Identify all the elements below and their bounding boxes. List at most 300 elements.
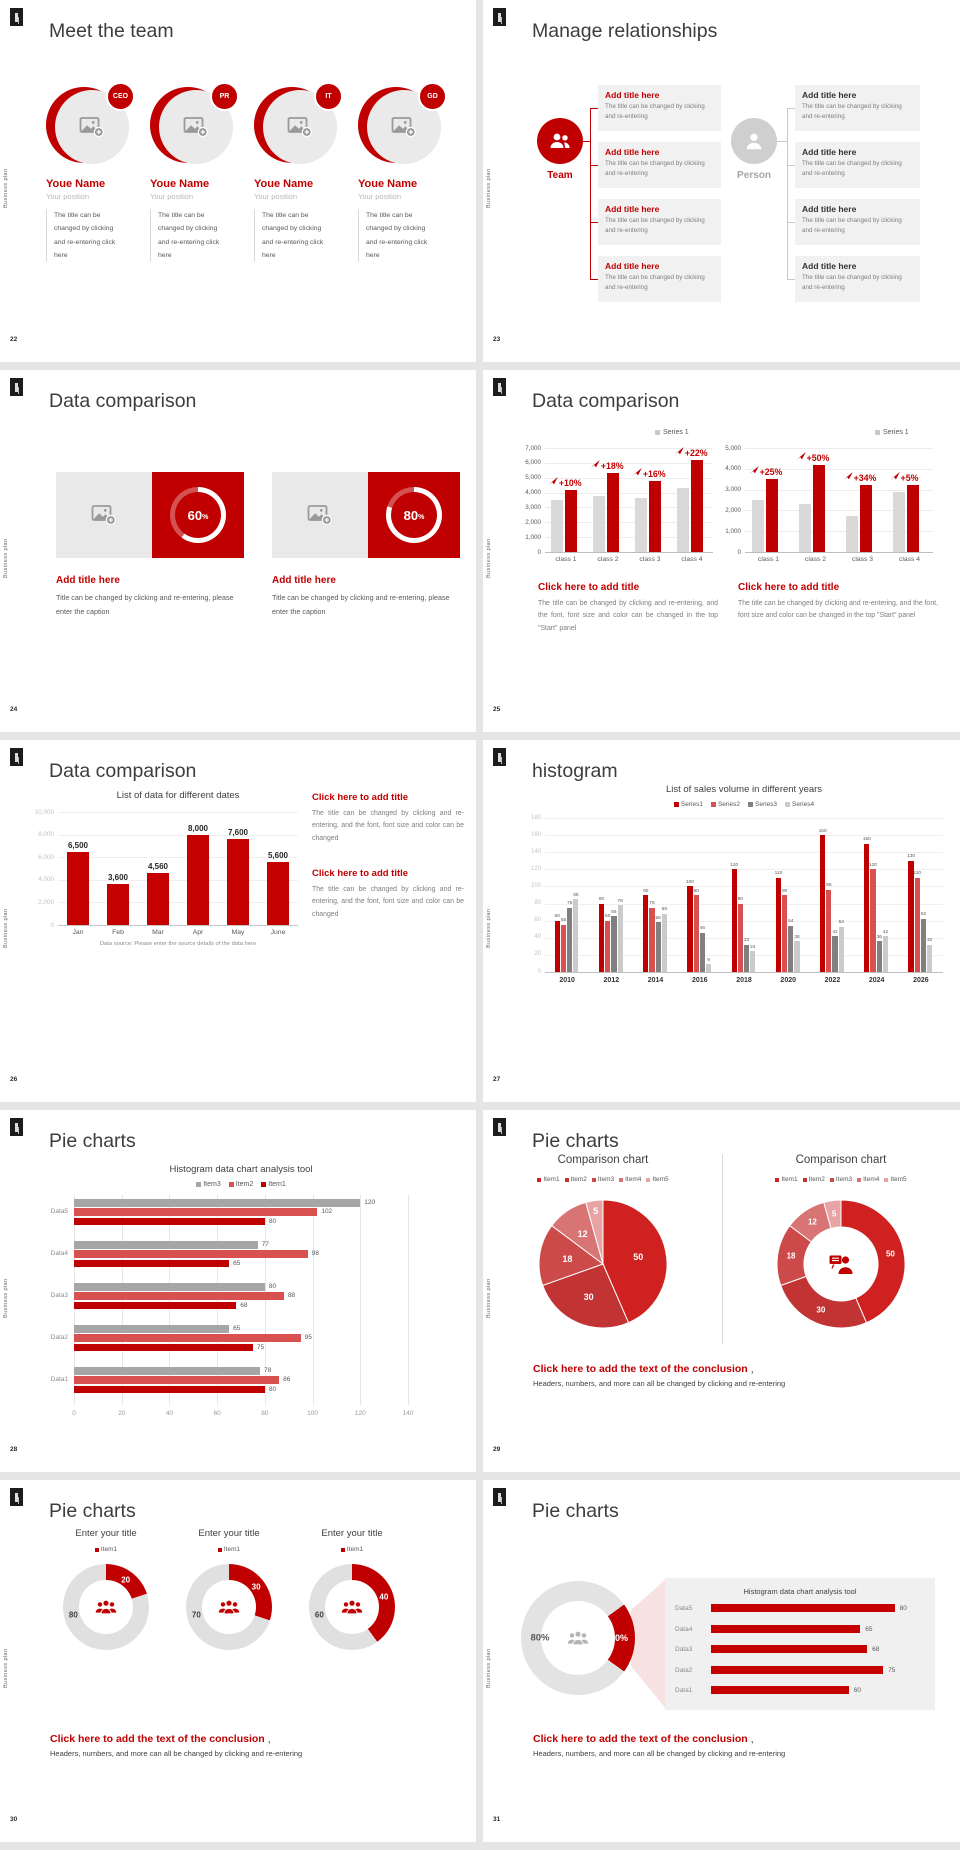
- series-bar: [706, 964, 711, 972]
- chart-legend: Item1: [169, 1546, 289, 1553]
- gridline: [58, 880, 298, 881]
- relationship-diagram-area: [483, 0, 960, 362]
- donut-hole: [541, 1601, 615, 1675]
- chart-legend: Item1 Item2 Item3 Item4 Item5: [756, 1176, 926, 1183]
- bar-value-label: 120: [364, 1199, 376, 1206]
- conclusion-title: Click here to add the text of the conclusion ，: [533, 1733, 762, 1745]
- progress-ring: [170, 487, 226, 543]
- donut-heading: Enter your title: [75, 1528, 137, 1539]
- team-member-card: [150, 86, 242, 262]
- bar-grown: [565, 490, 577, 552]
- donut-charts-area: [0, 1480, 476, 1842]
- bar-base: [799, 504, 811, 552]
- item-text: The title can be changed by clicking and re-entering: [802, 160, 902, 177]
- data-bar: [711, 1686, 849, 1694]
- data-bar: [74, 1241, 258, 1249]
- bar-value-label: 88: [287, 1292, 296, 1300]
- y-tick-label: 180: [530, 814, 541, 821]
- gridline: [58, 925, 298, 926]
- monthly-bar-chart-area: [0, 740, 476, 1102]
- series-bar: [782, 895, 787, 972]
- deck-vertical-label: Business plan: [486, 168, 492, 208]
- slide-30-pie-charts[interactable]: [0, 1480, 476, 1842]
- bar-base: [677, 488, 689, 552]
- gridline: [58, 902, 298, 903]
- bar-value-label: 130: [907, 854, 916, 860]
- connector-line: [787, 165, 795, 166]
- progress-value: 80 %: [391, 492, 437, 538]
- item-text: The title can be changed by clicking and re-entering: [605, 217, 705, 234]
- bar-value-label: 9: [707, 957, 710, 963]
- relationship-item: [795, 142, 920, 188]
- series-bar: [839, 927, 844, 972]
- slide-28-pie-charts[interactable]: [0, 1110, 476, 1472]
- side-block-text: The title can be changed by clicking and re-entering, and the font, font size and color can be changed: [312, 810, 464, 842]
- growth-percent-label: +22%: [674, 447, 708, 458]
- side-block-title: Click here to add title: [312, 868, 409, 879]
- donut-heading: Enter your title: [198, 1528, 260, 1539]
- bar-value-label: 4,560: [147, 862, 169, 872]
- growth-percent-label: +34%: [843, 472, 877, 483]
- conclusion-text: Headers, numbers, and more can all be changed by clicking and re-entering: [50, 1749, 303, 1758]
- growth-flag-icon: [590, 460, 600, 471]
- member-description: The title can be changed by clicking and re-entering click here: [46, 209, 120, 262]
- slide-26-data-comparison[interactable]: [0, 740, 476, 1102]
- comparison-heading: Comparison chart: [795, 1154, 887, 1166]
- category-label: Data5: [50, 1208, 68, 1215]
- slide-title: histogram: [532, 760, 618, 782]
- conclusion-text: Headers, numbers, and more can all be changed by clicking and re-entering: [533, 1749, 786, 1758]
- x-tick-label: Feb: [112, 929, 124, 936]
- bar-value-label: 86: [283, 1376, 291, 1384]
- connector-line: [787, 279, 795, 280]
- data-bar: [227, 839, 249, 925]
- side-block-title: Click here to add title: [312, 792, 409, 803]
- page-number: 30: [10, 1816, 18, 1823]
- x-tick-label: 2022: [824, 977, 841, 984]
- x-tick-label: class 1: [555, 556, 577, 563]
- series-bar: [908, 861, 913, 972]
- bar-value-label: 75: [888, 1666, 896, 1674]
- member-position: Your position: [150, 192, 194, 201]
- team-avatar: [150, 86, 236, 168]
- bar-value-label: 110: [913, 871, 922, 877]
- x-tick-label: 80: [261, 1410, 269, 1417]
- y-tick-label: 7,000: [525, 444, 541, 452]
- x-tick-label: class 4: [681, 556, 703, 563]
- category-label: Data3: [675, 1646, 693, 1653]
- x-tick-label: 2014: [647, 977, 664, 984]
- donut-hole: [202, 1580, 256, 1634]
- item-text: The title can be changed by clicking and re-entering: [605, 103, 705, 120]
- data-bar: [711, 1645, 867, 1653]
- panel-title: Histogram data chart analysis tool: [743, 1587, 857, 1596]
- deck-vertical-label: Business plan: [486, 1648, 492, 1688]
- member-description: The title can be changed by clicking and re-entering click here: [358, 209, 432, 262]
- bar-grown: [813, 465, 825, 552]
- bar-value-label: 80: [268, 1283, 277, 1290]
- slide-31-pie-charts[interactable]: [483, 1480, 960, 1842]
- data-bar: [74, 1367, 260, 1375]
- slide-title: Pie charts: [49, 1500, 136, 1522]
- bar-grown: [649, 481, 661, 552]
- chart-caption-text: The title can be changed by clicking and re-entering, and the font, font size and color can be changed in the top "Start" panel: [738, 600, 938, 620]
- y-tick-label: 4,000: [725, 465, 741, 473]
- pie-value-label: 12: [577, 1229, 588, 1240]
- bar-grown: [766, 479, 778, 552]
- bar-value-label: 150: [862, 837, 871, 843]
- item-text: The title can be changed by clicking and re-entering: [802, 217, 902, 234]
- member-name: Youe Name: [150, 178, 210, 190]
- data-bar: [147, 873, 169, 925]
- person-circle-icon: [731, 118, 777, 164]
- bar-value-label: 65: [233, 1325, 241, 1332]
- page-number: 23: [493, 336, 501, 343]
- gridline: [360, 1195, 361, 1405]
- slide-23-manage-relationships[interactable]: [483, 0, 960, 362]
- donut-hole: [79, 1580, 133, 1634]
- bar-value-label: 42: [832, 929, 838, 935]
- chart-legend: Series1 Series2 Series3 Series4: [545, 801, 943, 808]
- data-bar: [107, 884, 129, 925]
- bar-value-label: 98: [311, 1250, 320, 1258]
- slide-title: Pie charts: [532, 1500, 619, 1522]
- gridline: [545, 972, 943, 973]
- series-bar: [662, 914, 667, 972]
- category-label: Data2: [675, 1666, 693, 1674]
- item-title: Add title here: [605, 147, 660, 157]
- member-position: Your position: [46, 192, 90, 201]
- y-tick-label: 0: [537, 548, 541, 556]
- chart-title: List of sales volume in different years: [665, 784, 823, 795]
- bar-value-label: 80: [598, 897, 605, 903]
- data-bar: [711, 1625, 860, 1633]
- conclusion-title: Click here to add the text of the conclusion ，: [50, 1733, 279, 1745]
- x-tick-label: 100: [307, 1410, 318, 1417]
- bar-base: [593, 496, 605, 552]
- bar-value-label: 8,000: [187, 823, 209, 833]
- panel-divider: [722, 1154, 723, 1344]
- bar-value-label: 77: [261, 1241, 269, 1248]
- growth-percent-label: +18%: [590, 460, 624, 471]
- gridline: [545, 852, 943, 853]
- growth-flag-icon: [548, 477, 558, 488]
- data-bar: [711, 1666, 883, 1674]
- series-bar: [700, 933, 705, 972]
- x-tick-label: class 3: [851, 556, 874, 563]
- gridline: [745, 448, 933, 449]
- slide-title: Data comparison: [49, 390, 197, 412]
- x-tick-label: May: [231, 929, 245, 936]
- bar-value-label: 65: [233, 1259, 241, 1267]
- page-number: 27: [493, 1076, 501, 1083]
- connector-line: [787, 222, 795, 223]
- series-bar: [883, 936, 888, 972]
- y-tick-label: 2,000: [38, 898, 54, 906]
- progress-value: 60 %: [175, 492, 221, 538]
- bar-grown: [907, 485, 919, 552]
- growth-charts-area: [483, 370, 960, 732]
- page-number: 26: [10, 1076, 18, 1083]
- x-tick-label: class 3: [639, 556, 661, 563]
- category-label: Data3: [50, 1292, 68, 1299]
- page-number: 25: [493, 706, 501, 713]
- category-label: Data4: [50, 1250, 68, 1257]
- pie-value-label: 18: [562, 1253, 573, 1264]
- y-tick-label: 6,000: [525, 459, 541, 467]
- item-title: Add title here: [605, 204, 660, 214]
- deck-vertical-label: Business plan: [3, 1648, 9, 1688]
- role-badge: PR: [210, 82, 239, 111]
- category-label: Data1: [50, 1376, 68, 1383]
- comparison-heading: Comparison chart: [557, 1154, 649, 1166]
- connector-line: [583, 141, 590, 142]
- connector-line: [590, 222, 598, 223]
- pie-value-label: 5: [593, 1206, 599, 1217]
- bar-value-label: 53: [838, 920, 844, 926]
- series-bar: [611, 916, 616, 972]
- red-segment-label: 30: [251, 1582, 261, 1592]
- series-bar: [877, 941, 882, 972]
- bar-value-label: 120: [869, 862, 878, 868]
- series-bar: [870, 869, 875, 972]
- side-block-text: The title can be changed by clicking and re-entering, and the font, font size and color can be changed: [312, 886, 464, 918]
- connector-line: [787, 108, 795, 109]
- y-tick-label: 2,000: [725, 506, 741, 514]
- y-tick-label: 4,000: [525, 489, 541, 497]
- bar-value-label: 32: [743, 938, 750, 944]
- y-tick-label: 10,000: [34, 808, 54, 816]
- bar-value-label: 100: [685, 879, 694, 885]
- chart-legend: Item1: [292, 1546, 412, 1553]
- pie-value-label: 50: [633, 1251, 644, 1262]
- series-bar: [567, 908, 572, 972]
- y-tick-label: 120: [530, 865, 541, 872]
- y-tick-label: 0: [537, 968, 541, 975]
- bar-value-label: 58: [655, 915, 661, 921]
- data-bar: [74, 1376, 279, 1384]
- team-member-card: [358, 86, 450, 262]
- x-tick-label: class 1: [757, 556, 780, 563]
- y-tick-label: 4,000: [38, 876, 54, 884]
- team-member-card: [254, 86, 346, 262]
- x-tick-label: 2010: [559, 977, 575, 984]
- team-avatar: [358, 86, 444, 168]
- bar-value-label: 24: [750, 944, 756, 950]
- connector-line: [590, 165, 598, 166]
- role-badge: CEO: [106, 82, 135, 111]
- growth-flag-icon: [674, 447, 684, 458]
- series-bar: [921, 919, 926, 972]
- chart-legend: Item1: [46, 1546, 166, 1553]
- donut-hole: [325, 1580, 379, 1634]
- series-bar: [915, 878, 920, 972]
- category-label: Data2: [50, 1334, 68, 1341]
- item-title: Add title here: [802, 204, 857, 214]
- relationship-item: [795, 199, 920, 245]
- growth-percent-label: +50%: [796, 452, 830, 463]
- x-tick-label: 20: [118, 1410, 126, 1417]
- series-bar: [561, 925, 566, 972]
- image-placeholder-icon: [183, 115, 209, 139]
- member-name: Youe Name: [254, 178, 314, 190]
- x-tick-label: 2016: [691, 977, 708, 984]
- bar-value-label: 78: [264, 1367, 272, 1374]
- bar-value-label: 5,600: [267, 850, 289, 860]
- gridline: [545, 869, 943, 870]
- slide-24-data-comparison[interactable]: [0, 370, 476, 732]
- group-label: Person: [737, 170, 771, 181]
- y-tick-label: 5,000: [725, 444, 741, 452]
- card-title: Add title here: [272, 575, 336, 586]
- chart-legend: Series 1: [875, 429, 909, 436]
- pie-value-label: 30: [583, 1292, 594, 1303]
- role-badge: IT: [314, 82, 343, 111]
- item-text: The title can be changed by clicking and re-entering: [605, 160, 705, 177]
- gridline: [545, 463, 713, 464]
- card-caption: Title can be changed by clicking and re-entering, please enter the caption: [56, 593, 234, 616]
- bar-value-label: 6,500: [67, 840, 89, 850]
- x-tick-label: class 4: [898, 556, 921, 563]
- item-title: Add title here: [605, 261, 660, 271]
- bar-value-label: 75: [567, 901, 573, 907]
- data-bar: [74, 1292, 284, 1300]
- relationship-item: [598, 199, 721, 245]
- chart-caption-title: Click here to add title: [538, 582, 640, 593]
- growth-flag-icon: [796, 452, 806, 463]
- x-tick-label: June: [270, 929, 286, 936]
- data-bar: [74, 1325, 229, 1333]
- growth-flag-icon: [890, 472, 900, 483]
- deck-vertical-label: Business plan: [3, 168, 9, 208]
- donut-chart: [186, 1564, 272, 1650]
- series-bar: [927, 945, 932, 972]
- series-bar: [820, 835, 825, 972]
- item-text: The title can be changed by clicking and re-entering: [802, 274, 902, 291]
- page-number: 22: [10, 336, 18, 343]
- item-text: The title can be changed by clicking and re-entering: [802, 103, 902, 120]
- series-bar: [687, 886, 692, 972]
- slide-title: Manage relationships: [532, 20, 718, 42]
- bar-value-label: 60: [853, 1687, 861, 1694]
- data-bar: [267, 862, 289, 925]
- chart-title: Histogram data chart analysis tool: [169, 1164, 313, 1175]
- data-bar: [74, 1199, 360, 1207]
- bar-value-label: 60: [605, 914, 611, 920]
- slide-27-histogram[interactable]: [483, 740, 960, 1102]
- item-title: Add title here: [802, 90, 857, 100]
- conclusion-text: Headers, numbers, and more can all be changed by clicking and re-entering: [533, 1379, 786, 1388]
- team-members-area: [0, 0, 476, 362]
- slide-25-data-comparison[interactable]: [483, 370, 960, 732]
- image-placeholder-icon: [391, 115, 417, 139]
- slide-title: Pie charts: [532, 1130, 619, 1152]
- team-avatar: [46, 86, 132, 168]
- y-tick-label: 0: [737, 548, 741, 556]
- series-bar: [555, 921, 560, 972]
- data-bar: [711, 1604, 895, 1612]
- bar-base: [635, 498, 647, 552]
- bar-value-label: 120: [730, 862, 739, 868]
- gray-segment-label: 70: [191, 1610, 201, 1620]
- bar-value-label: 55: [560, 918, 567, 924]
- bar-value-label: 32: [927, 938, 933, 944]
- y-tick-label: 5,000: [525, 474, 541, 482]
- bar-value-label: 90: [781, 888, 788, 894]
- image-placeholder-cell: [56, 472, 152, 558]
- chart-legend: Item3 Item2 Item1: [74, 1181, 408, 1188]
- bar-value-label: 62: [920, 912, 927, 918]
- comparison-pies-area: [483, 1110, 960, 1472]
- series-bar: [732, 869, 737, 972]
- growth-percent-label: +5%: [890, 472, 919, 483]
- bar-grown: [607, 473, 619, 552]
- progress-cards-area: [0, 370, 476, 732]
- series-bar: [832, 936, 837, 972]
- y-tick-label: 1,000: [525, 533, 541, 541]
- x-tick-label: 140: [402, 1410, 414, 1417]
- slide-29-pie-charts[interactable]: [483, 1110, 960, 1472]
- category-label: Data1: [675, 1687, 693, 1694]
- y-tick-label: 8,000: [38, 831, 54, 839]
- y-tick-label: 0: [50, 921, 54, 929]
- data-bar: [74, 1218, 265, 1226]
- member-description: The title can be changed by clicking and re-entering click here: [150, 209, 224, 262]
- donut-value-label: 50: [885, 1249, 895, 1259]
- chart-legend: Item1 Item2 Item3 Item4 Item5: [518, 1176, 688, 1183]
- data-bar: [74, 1344, 253, 1352]
- role-badge: GD: [418, 82, 447, 111]
- x-tick-label: 40: [165, 1410, 174, 1417]
- y-tick-label: 3,000: [725, 486, 741, 494]
- slide-22-meet-the-team[interactable]: [0, 0, 476, 362]
- member-position: Your position: [358, 192, 402, 201]
- horizontal-bar-chart-area: [0, 1110, 476, 1472]
- donut-heading: Enter your title: [321, 1528, 383, 1539]
- y-tick-label: 80: [534, 900, 541, 907]
- series-bar: [605, 921, 610, 972]
- chart-caption-title: Click here to add title: [738, 582, 840, 593]
- member-name: Youe Name: [46, 178, 106, 190]
- growth-percent-label: +16%: [632, 468, 666, 479]
- x-tick-label: Jan: [72, 929, 84, 936]
- bar-value-label: 46: [699, 926, 706, 932]
- bar-value-label: 68: [661, 907, 668, 913]
- bar-value-label: 68: [240, 1301, 248, 1309]
- bar-value-label: 7,600: [227, 828, 249, 838]
- member-description: The title can be changed by clicking and re-entering click here: [254, 209, 328, 262]
- spotlight-chart-area: [483, 1480, 960, 1842]
- connector-line: [777, 141, 787, 142]
- deck-vertical-label: Business plan: [3, 908, 9, 948]
- data-bar: [74, 1386, 265, 1394]
- deck-vertical-label: Business plan: [3, 1278, 9, 1318]
- gridline: [545, 818, 943, 819]
- donut-value-label: 30: [816, 1305, 826, 1315]
- data-bar: [74, 1250, 308, 1258]
- growth-percent-label: +10%: [548, 477, 582, 488]
- donut-chart: [63, 1564, 149, 1650]
- bar-value-label: 102: [321, 1208, 333, 1216]
- bar-grown: [691, 460, 703, 552]
- x-tick-label: 120: [354, 1410, 366, 1417]
- slide-title: Data comparison: [49, 760, 197, 782]
- page-number: 31: [493, 1816, 501, 1823]
- member-position: Your position: [254, 192, 298, 201]
- team-circle-icon: [537, 118, 583, 164]
- progress-cell: [368, 472, 460, 558]
- bar-base: [752, 500, 764, 552]
